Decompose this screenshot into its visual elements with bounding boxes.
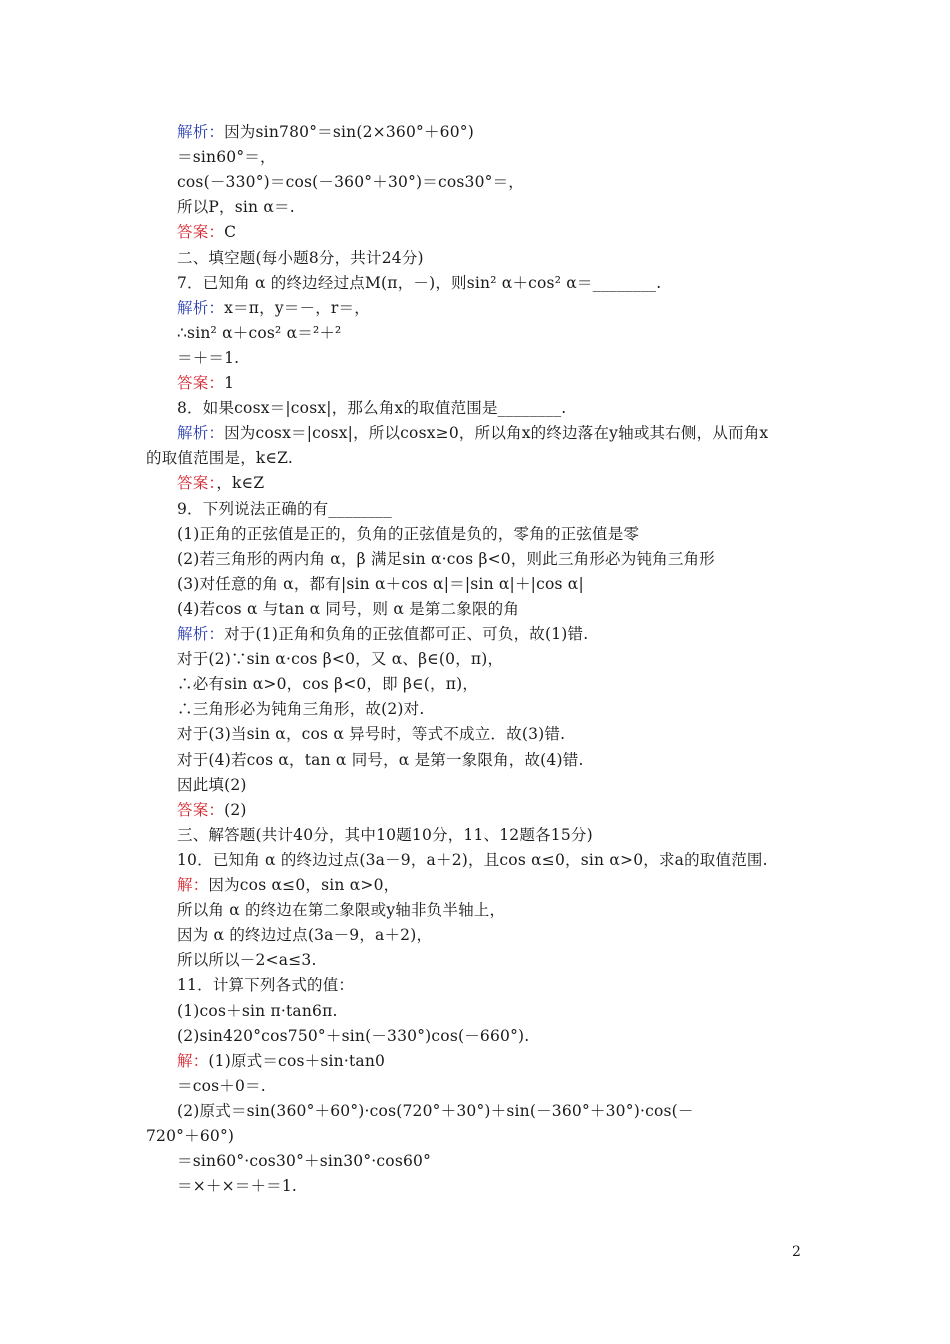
line-text: (2) (224, 800, 247, 819)
line-text: 二、填空题(每小题8分，共计24分) (177, 248, 424, 267)
text-line (177, 397, 566, 419)
line-text: 因此填(2) (177, 775, 247, 794)
line-text: 对于(2)∵sin α·cos β<0，又 α、β∈(0，π)， (177, 650, 504, 669)
text-line (177, 1075, 266, 1097)
text-line (177, 548, 715, 570)
line-text: 因为 α 的终边过点(3a－9，a＋2)， (177, 926, 433, 945)
text-line (177, 196, 295, 218)
line-text: 1 (224, 374, 235, 392)
text-line (177, 774, 247, 796)
text-line (177, 146, 276, 168)
line-text: 8．如果cosx＝|cosx|，那么角x的取值范围是________. (177, 399, 567, 418)
text-line (177, 598, 519, 620)
line-text: 的取值范围是，k∈Z. (146, 449, 293, 468)
line-text: 所以所以－2<a≤3. (177, 951, 317, 970)
line-text: ＝sin60°·cos30°＋sin30°·cos60° (177, 1152, 432, 1171)
text-line (177, 347, 239, 369)
analysis-label: 解析： (177, 298, 225, 317)
text-line (177, 949, 317, 971)
line-text: 7．已知角 α 的终边经过点M(π，－)，则sin² α＋cos² α＝________. (177, 273, 662, 292)
page-number: 2 (792, 1244, 801, 1260)
line-text: ＝＋＝1. (177, 348, 240, 367)
text-line (177, 523, 639, 545)
answer-label: 答案： (177, 374, 225, 392)
text-line (177, 322, 341, 344)
text-line (177, 297, 370, 319)
text-line (177, 749, 584, 771)
line-text: 9．下列说法正确的有________ (177, 499, 392, 518)
line-text: (3)对任意的角 α，都有|sin α＋cos α|＝|sin α|＋|cos α| (177, 574, 584, 593)
line-text: 对于(1)正角和负角的正弦值都可正、可负，故(1)错. (224, 625, 589, 643)
line-text: 所以P，sin α＝. (177, 198, 295, 217)
text-line (146, 447, 293, 469)
text-line (177, 422, 768, 444)
text-line (177, 924, 432, 946)
line-text: 因为cosx＝|cosx|，所以cosx≥0，所以角x的终边落在y轴或其右侧，从而角x (224, 424, 769, 443)
text-line (177, 874, 399, 896)
line-text: 所以角 α 的终边在第二象限或y轴非负半轴上， (177, 901, 506, 920)
line-text: cos(－330°)＝cos(－360°＋30°)＝cos30°＝， (177, 173, 525, 192)
line-text: 三、解答题(共计40分，其中10题10分，11、12题各15分) (177, 825, 593, 844)
text-line (177, 1000, 338, 1022)
text-line (177, 723, 565, 745)
text-line (177, 472, 264, 494)
line-text: ∴sin² α＋cos² α＝²＋² (177, 323, 342, 342)
text-line (177, 849, 768, 871)
line-text: (2)若三角形的两内角 α，β 满足sin α·cos β<0，则此三角形必为钝角三角形 (177, 549, 715, 568)
line-text: ＝sin60°＝， (177, 148, 276, 167)
answer-label: 答案： (177, 223, 225, 242)
text-line (177, 673, 478, 695)
answer-label: 答案： (177, 474, 217, 493)
text-line (177, 623, 588, 645)
line-text: ，k∈Z (216, 474, 265, 493)
text-line (177, 372, 234, 394)
text-line (177, 698, 424, 720)
line-text: ∴必有sin α>0，cos β<0，即 β∈(，π)， (177, 675, 479, 694)
text-line (177, 1150, 431, 1172)
answer-label: 答案： (177, 800, 225, 819)
line-text: (2)sin420°cos750°＋sin(－330°)cos(－660°). (177, 1026, 530, 1045)
line-text: (2)原式＝sin(360°＋60°)·cos(720°＋30°)＋sin(－360°＋30°)·cos(－ (177, 1101, 694, 1120)
line-text: (1)正角的正弦值是正的，负角的正弦值是负的，零角的正弦值是零 (177, 524, 640, 543)
text-line (177, 247, 424, 269)
line-text: (4)若cos α 与tan α 同号，则 α 是第二象限的角 (177, 599, 520, 618)
text-line (177, 171, 524, 193)
line-text: 720°＋60°) (146, 1127, 235, 1145)
analysis-label: 解析： (177, 424, 225, 443)
text-line (177, 824, 593, 846)
text-line (177, 272, 661, 294)
answer-label: 解： (177, 1051, 209, 1070)
text-line (177, 899, 505, 921)
text-line (177, 1050, 385, 1072)
text-line (177, 573, 584, 595)
line-text: 11．计算下列各式的值： (177, 976, 355, 995)
text-line (177, 1025, 529, 1047)
line-text: C (224, 223, 237, 242)
line-text: 对于(4)若cos α，tan α 同号，α 是第一象限角，故(4)错. (177, 750, 584, 769)
answer-label: 解： (177, 876, 209, 894)
analysis-label: 解析： (177, 625, 225, 643)
text-line (177, 498, 392, 520)
line-text: ∴三角形必为钝角三角形，故(2)对. (177, 700, 425, 719)
line-text: (1)cos＋sin π·tan6π. (177, 1001, 338, 1020)
line-text: x＝π，y＝－，r＝， (224, 298, 370, 317)
text-line (177, 121, 474, 143)
line-text: ＝×＋×＝＋＝1. (177, 1177, 298, 1196)
line-text: 因为cos α≤0，sin α>0， (208, 876, 400, 894)
text-line (177, 221, 236, 243)
text-line (177, 974, 354, 996)
line-text: 对于(3)当sin α，cos α 异号时，等式不成立．故(3)错. (177, 725, 566, 744)
line-text: ＝cos＋0＝. (177, 1076, 266, 1095)
analysis-label: 解析： (177, 123, 225, 141)
text-line (177, 1100, 694, 1122)
text-line (146, 1125, 234, 1147)
text-line (177, 799, 247, 821)
text-line (177, 648, 503, 670)
line-text: 10．已知角 α 的终边过点(3a－9，a＋2)，且cos α≤0，sin α>0，求a的取值范围. (177, 850, 768, 869)
line-text: (1)原式＝cos＋sin·tan0 (208, 1051, 386, 1070)
text-line (177, 1175, 297, 1197)
line-text: 因为sin780°＝sin(2×360°＋60°) (224, 123, 474, 141)
